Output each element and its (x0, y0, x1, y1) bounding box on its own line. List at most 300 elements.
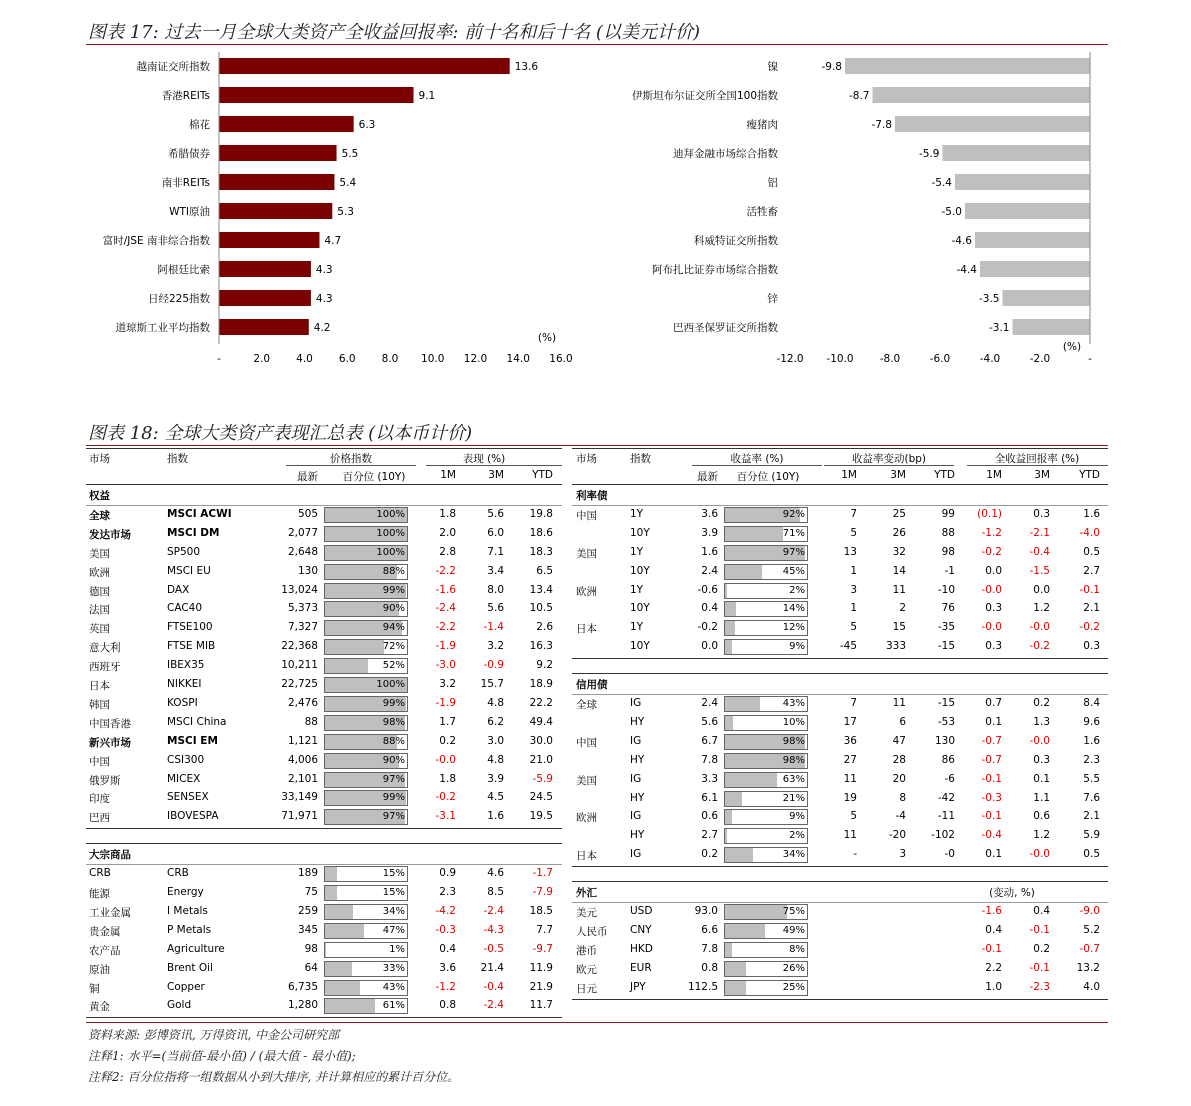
cell-index: NIKKEI (167, 678, 202, 690)
cell-latest: 93.0 (694, 905, 718, 917)
cell-latest: 112.5 (687, 980, 718, 993)
percentile-bar (724, 620, 808, 636)
percentile-bar (324, 715, 408, 731)
header-price-index: 价格指数 (330, 453, 372, 465)
cell-latest: 2.4 (701, 564, 718, 577)
bar (219, 116, 354, 132)
cell-return-3m: -0.0 (1029, 734, 1050, 747)
cell-index: FTSE100 (167, 621, 213, 634)
header-index: 指数 (630, 453, 651, 465)
cell-change-3m: 25 (892, 507, 906, 520)
cell-latest: 22,725 (281, 678, 318, 690)
cell-latest: 4,006 (287, 753, 318, 766)
cell-change-1m: 1 (850, 564, 857, 577)
cell-ytd: 21.9 (529, 980, 553, 993)
cell-index: HY (630, 829, 645, 842)
cell-change-3m: 26 (892, 526, 906, 539)
cell-change-3m: -20 (888, 829, 906, 842)
percentile-bar (324, 564, 408, 580)
cell-market: 俄罗斯 (89, 774, 121, 787)
percentile-label: 90% (382, 754, 405, 766)
cell-market: 美国 (576, 547, 597, 560)
cell-index: EUR (630, 961, 652, 974)
percentile-fill (725, 621, 735, 635)
cell-market: 日元 (576, 982, 597, 995)
table-rule (824, 465, 954, 466)
cell-latest: 130 (297, 564, 318, 577)
cell-return-ytd: 1.6 (1083, 734, 1100, 747)
percentile-label: 63% (782, 773, 805, 785)
cell-change-1m: 7 (850, 507, 857, 520)
percentile-bar (724, 545, 808, 561)
table-rule (572, 505, 1108, 506)
percentile-fill (325, 905, 353, 919)
data-label: 9.1 (418, 90, 436, 102)
percentile-bar (724, 753, 808, 769)
bar (219, 261, 311, 277)
percentile-bar (324, 942, 408, 958)
data-label: 13.6 (514, 61, 539, 73)
cell-change-1m: -45 (839, 640, 857, 653)
percentile-bar (724, 639, 808, 655)
cell-3m: 6.0 (487, 526, 504, 539)
tick-label: 14.0 (506, 353, 530, 365)
header-ytd: YTD (532, 469, 553, 481)
percentile-fill (325, 924, 364, 938)
cell-ytd: 11.7 (529, 999, 553, 1012)
category-label: 南非REITs (161, 177, 210, 189)
cell-ytd: 2.6 (536, 621, 553, 634)
cell-return-1m: -0.4 (981, 829, 1002, 842)
cell-latest: 3.9 (701, 526, 718, 539)
cell-change-3m: 11 (892, 697, 906, 709)
cell-change-3m: 14 (892, 564, 906, 577)
cell-1m: 2.8 (439, 545, 456, 558)
cell-1m: 0.4 (439, 942, 456, 955)
percentile-label: 97% (382, 773, 405, 785)
cell-index: 1Y (630, 583, 644, 596)
cell-1m: 1.8 (439, 772, 456, 785)
cell-return-1m: -0.1 (981, 810, 1002, 823)
category-label: 瘦猪肉 (746, 119, 778, 131)
percentile-label: 99% (382, 697, 405, 709)
header-return-1m: 1M (986, 469, 1002, 481)
category-label: 镍 (767, 61, 778, 73)
tick-label: 16.0 (549, 353, 573, 365)
percentile-bar (724, 564, 808, 580)
percentile-fill (725, 716, 733, 730)
table-top-rule (86, 448, 562, 449)
cell-1m: -0.2 (435, 791, 456, 804)
cell-return-1m: -1.2 (981, 526, 1002, 539)
percentile-label: 33% (382, 962, 405, 974)
cell-market: 中国 (576, 509, 597, 522)
tick-label: 10.0 (421, 353, 445, 365)
cell-change-3m: 28 (892, 753, 906, 766)
cell-change-ytd: 99 (941, 507, 955, 520)
cell-market: 人民币 (576, 925, 608, 938)
cell-3m: 1.6 (487, 810, 504, 823)
percentile-fill (725, 565, 762, 579)
cell-change-ytd: 88 (941, 526, 955, 539)
table-top-rule (572, 448, 1108, 449)
cell-1m: 2.3 (439, 886, 456, 898)
percentile-label: 1% (389, 943, 405, 955)
cell-return-ytd: 2.3 (1083, 753, 1100, 766)
data-label: 4.7 (324, 235, 342, 247)
header-latest: 最新 (697, 471, 718, 483)
cell-index: SENSEX (167, 791, 209, 804)
cell-3m: 6.2 (487, 715, 504, 728)
cell-change-3m: 11 (892, 583, 906, 596)
cell-return-3m: 0.3 (1033, 507, 1050, 520)
bar (1003, 290, 1091, 306)
table-rule (572, 673, 1108, 674)
cell-return-ytd: -0.7 (1079, 942, 1100, 955)
tick-label: - (217, 353, 221, 365)
percentile-label: 34% (382, 905, 405, 917)
cell-index: IG (630, 734, 642, 747)
cell-change-1m: 27 (843, 753, 857, 766)
cell-3m: -2.4 (483, 999, 504, 1012)
cell-change-1m: 1 (850, 602, 857, 615)
percentile-bar (724, 828, 808, 844)
cell-1m: 0.9 (439, 867, 456, 880)
percentile-label: 47% (382, 924, 405, 936)
percentile-bar (724, 942, 808, 958)
cell-ytd: 19.5 (529, 810, 553, 823)
percentile-bar (324, 998, 408, 1014)
cell-latest: 7.8 (701, 942, 718, 955)
cell-return-3m: 1.3 (1033, 715, 1050, 728)
cell-3m: 5.6 (487, 602, 504, 615)
cell-index: IG (630, 697, 642, 709)
cell-index: JPY (630, 980, 646, 993)
cell-change-1m: 11 (843, 829, 857, 842)
header-1m: 1M (841, 469, 857, 481)
cell-1m: 3.6 (439, 961, 456, 974)
section-note: (变动, %) (989, 887, 1035, 900)
cell-market: 铜 (89, 982, 100, 995)
cell-index: MSCI EM (167, 734, 218, 747)
cell-change-ytd: -11 (937, 810, 955, 823)
cell-latest: 3.3 (701, 772, 718, 785)
percentile-label: 98% (382, 716, 405, 728)
table-rule (86, 828, 562, 829)
cell-market: 新兴市场 (89, 736, 131, 749)
percentile-fill (325, 886, 337, 900)
cell-index: 10Y (630, 526, 650, 539)
data-label: -4.4 (956, 264, 977, 276)
cell-ytd: -7.9 (532, 886, 553, 898)
footnote-source: 资料来源: 彭博资讯, 万得资讯, 中金公司研究部 (88, 1028, 340, 1042)
title-rule-2 (86, 445, 1108, 446)
percentile-fill (325, 640, 384, 654)
cell-return-ytd: 7.6 (1083, 791, 1100, 804)
percentile-label: 94% (382, 622, 405, 634)
cell-latest: 2,476 (287, 696, 318, 709)
category-label: 道琼斯工业平均指数 (115, 322, 210, 334)
cell-market: 农产品 (89, 944, 121, 957)
cell-latest: 88 (304, 715, 318, 728)
percentile-fill (725, 810, 732, 824)
percentile-fill (325, 943, 326, 957)
percentile-bar (724, 526, 808, 542)
tick-label: 2.0 (253, 353, 271, 365)
cell-3m: -1.4 (483, 621, 504, 634)
percentile-label: 90% (382, 603, 405, 615)
cell-ytd: 10.5 (529, 602, 553, 615)
percentile-fill (725, 527, 783, 541)
cell-index: FTSE MIB (167, 640, 216, 653)
bar (943, 145, 1091, 161)
category-label: 日经225指数 (147, 293, 210, 305)
cell-return-3m: -0.1 (1029, 923, 1050, 936)
cell-1m: -1.9 (435, 696, 456, 709)
cell-index: DAX (167, 583, 190, 596)
data-label: 4.3 (315, 264, 333, 276)
cell-market: 全球 (89, 509, 110, 522)
figure-17-title: 图表 17: 过去一月全球大类资产全收益回报率: 前十名和后十名 (以美元计价) (88, 22, 700, 43)
cell-market: 发达市场 (89, 528, 131, 541)
percentile-fill (325, 981, 360, 995)
cell-ytd: 13.4 (529, 583, 553, 596)
percentile-bar (724, 583, 808, 599)
cell-return-ytd: 13.2 (1076, 961, 1100, 974)
cell-1m: 1.7 (439, 715, 456, 728)
cell-return-3m: -0.0 (1029, 621, 1050, 634)
percentile-label: 88% (382, 735, 405, 747)
cell-change-3m: 15 (892, 621, 906, 634)
percentile-bar (324, 809, 408, 825)
percentile-label: 25% (782, 981, 805, 993)
cell-index: HY (630, 791, 645, 804)
cell-ytd: 18.3 (529, 545, 553, 558)
cell-index: IG (630, 810, 642, 823)
percentile-fill (725, 924, 765, 938)
cell-latest: 6.6 (701, 923, 718, 936)
cell-return-3m: -0.0 (1029, 848, 1050, 861)
cell-3m: 7.1 (487, 545, 504, 558)
percentile-label: 88% (382, 565, 405, 577)
data-label: -3.5 (979, 293, 1000, 305)
cell-3m: 3.4 (487, 564, 504, 577)
cell-return-1m: 0.3 (985, 602, 1002, 615)
cell-return-1m: (0.1) (977, 507, 1002, 520)
cell-index: 1Y (630, 621, 644, 634)
cell-market: 中国 (89, 755, 110, 768)
cell-change-1m: 5 (850, 621, 857, 634)
cell-return-1m: -0.1 (981, 772, 1002, 785)
header-percentile: 百分位 (10Y) (736, 471, 800, 483)
data-label: -4.6 (951, 235, 972, 247)
header-return-ytd: YTD (1079, 469, 1100, 481)
section-header: 权益 (89, 490, 110, 502)
percentile-fill (725, 848, 753, 862)
percentile-bar (324, 696, 408, 712)
percentile-label: 97% (782, 546, 805, 558)
cell-3m: 8.0 (487, 583, 504, 596)
cell-3m: 4.5 (487, 791, 504, 804)
cell-market: 黄金 (89, 1001, 110, 1014)
cell-change-ytd: -15 (937, 640, 955, 653)
cell-latest: 7.8 (701, 753, 718, 766)
cell-1m: 2.0 (439, 526, 456, 539)
percentile-bar (324, 866, 408, 882)
cell-change-ytd: -15 (937, 697, 955, 709)
header-index: 指数 (167, 453, 188, 465)
cell-3m: -0.9 (483, 659, 504, 672)
header-total-return: 全收益回报率 (%) (994, 453, 1080, 465)
cell-3m: -4.3 (483, 923, 504, 936)
percentile-bar (724, 904, 808, 920)
cell-3m: 21.4 (480, 961, 504, 974)
percentile-bar (324, 658, 408, 674)
cell-latest: 6,735 (287, 980, 318, 993)
cell-market: 印度 (89, 793, 110, 806)
cell-latest: 10,211 (281, 659, 318, 672)
cell-ytd: -1.7 (532, 867, 553, 880)
cell-market: 美国 (576, 774, 597, 787)
category-label: 越南证交所指数 (136, 61, 210, 73)
percentile-bar (724, 980, 808, 996)
cell-1m: -3.0 (435, 659, 456, 672)
data-label: -5.4 (931, 177, 952, 189)
data-label: 5.4 (339, 177, 357, 189)
cell-index: USD (630, 905, 653, 917)
cell-change-ytd: -10 (937, 583, 955, 596)
cell-market: 日本 (89, 680, 110, 692)
cell-latest: 0.4 (701, 602, 718, 615)
cell-return-3m: 0.6 (1033, 810, 1050, 823)
cell-index: P Metals (167, 923, 212, 936)
percentile-fill (725, 773, 777, 787)
tick-label: -8.0 (879, 353, 901, 365)
cell-change-ytd: 98 (941, 545, 955, 558)
cell-change-ytd: 130 (934, 734, 955, 747)
percentile-bar (724, 961, 808, 977)
cell-index: 1Y (630, 545, 644, 558)
percentile-fill (725, 584, 727, 598)
cell-return-3m: 1.2 (1033, 602, 1050, 615)
table-rule (572, 999, 1108, 1000)
cell-ytd: 19.8 (529, 507, 553, 520)
header-ytd: YTD (934, 469, 955, 481)
cell-index: 10Y (630, 640, 650, 653)
cell-change-ytd: -42 (937, 791, 955, 804)
cell-index: Energy (167, 886, 204, 898)
cell-latest: 1,121 (287, 734, 318, 747)
cell-change-1m: 19 (843, 791, 857, 804)
percentile-fill (325, 659, 368, 673)
cell-change-ytd: 86 (941, 753, 955, 766)
cell-latest: -0.2 (697, 621, 718, 634)
cell-return-1m: -0.7 (981, 734, 1002, 747)
cell-return-1m: -0.0 (981, 583, 1002, 596)
cell-1m: -2.4 (435, 602, 456, 615)
cell-index: CRB (167, 867, 189, 880)
tick-label: -2.0 (1029, 353, 1051, 365)
cell-change-1m: 7 (850, 697, 857, 709)
cell-change-3m: 47 (892, 734, 906, 747)
cell-market: 欧洲 (89, 566, 110, 579)
percentile-label: 8% (789, 943, 805, 955)
percentile-bar (724, 847, 808, 863)
percentile-label: 75% (782, 906, 805, 917)
cell-3m: 3.0 (487, 734, 504, 747)
cell-index: IBOVESPA (167, 810, 219, 823)
bar (975, 232, 1090, 248)
table-rule (86, 484, 562, 485)
cell-change-3m: -4 (895, 810, 906, 823)
cell-return-1m: 0.7 (985, 697, 1002, 709)
cell-return-ytd: 5.5 (1083, 772, 1100, 785)
cell-latest: 7,327 (287, 621, 318, 634)
unit-label: (%) (537, 332, 557, 344)
table-rule (572, 484, 1108, 485)
cell-latest: 259 (297, 904, 318, 917)
cell-3m: 4.8 (487, 696, 504, 709)
cell-ytd: 21.0 (529, 753, 553, 766)
header-market: 市场 (576, 453, 597, 465)
cell-return-3m: -0.4 (1029, 545, 1050, 558)
percentile-fill (725, 962, 746, 976)
cell-1m: 0.2 (439, 734, 456, 747)
cell-ytd: -5.9 (532, 772, 553, 785)
percentile-fill (725, 640, 732, 654)
tick-label: -6.0 (929, 353, 951, 365)
data-label: 4.2 (313, 322, 331, 334)
category-label: 富时/JSE 南非综合指数 (102, 235, 210, 247)
cell-market: 贵金属 (89, 925, 121, 938)
cell-return-3m: 1.1 (1033, 791, 1050, 804)
cell-index: IG (630, 772, 642, 785)
cell-change-1m: 17 (843, 715, 857, 728)
bottom-ten-bar-chart (590, 45, 1190, 425)
category-label: 希腊债券 (168, 148, 210, 160)
cell-market: 巴西 (89, 812, 110, 825)
cell-3m: 8.5 (487, 886, 504, 898)
cell-ytd: 18.9 (529, 678, 553, 690)
percentile-fill (725, 792, 742, 806)
header-yield-change: 收益率变动(bp) (851, 453, 927, 465)
percentile-bar (324, 526, 408, 542)
cell-return-ytd: -4.0 (1079, 526, 1100, 539)
header-3m: 3M (890, 469, 906, 481)
footnote-1: 注释1: 水平=(当前值-最小值) / (最大值 - 最小值); (88, 1049, 356, 1063)
bar (873, 87, 1091, 103)
cell-ytd: 30.0 (529, 734, 553, 747)
cell-index: HY (630, 715, 645, 728)
data-label: -9.8 (821, 61, 842, 73)
cell-return-3m: 0.4 (1033, 905, 1050, 917)
table-rule (572, 902, 1108, 903)
category-label: 阿布扎比证券市场综合指数 (652, 264, 778, 276)
percentile-label: 97% (382, 811, 405, 823)
cell-market: 港币 (576, 944, 597, 957)
percentile-label: 26% (782, 962, 805, 974)
cell-latest: 1,280 (287, 999, 318, 1012)
cell-return-3m: -0.2 (1029, 640, 1050, 653)
cell-latest: 6.1 (701, 791, 718, 804)
cell-index: SP500 (167, 545, 201, 558)
cell-market: 美元 (576, 907, 597, 919)
bar (219, 87, 414, 103)
percentile-bar (724, 715, 808, 731)
cell-3m: 4.8 (487, 753, 504, 766)
cell-return-ytd: 2.7 (1083, 564, 1100, 577)
category-label: 科威特证交所指数 (694, 235, 778, 247)
